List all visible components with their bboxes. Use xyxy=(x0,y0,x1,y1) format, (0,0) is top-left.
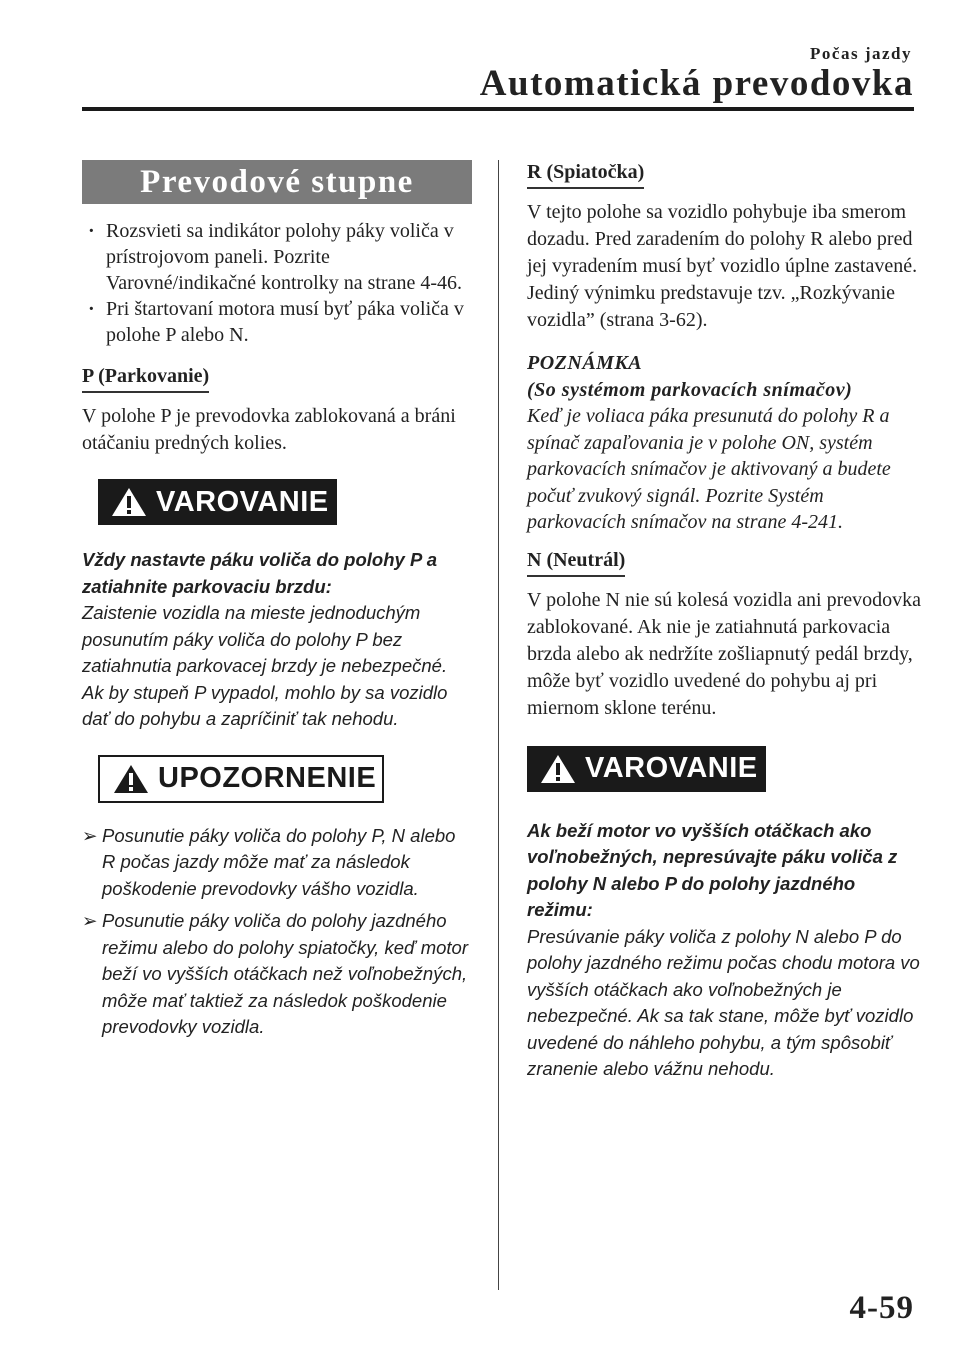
bullet-list xyxy=(82,218,472,348)
column-divider xyxy=(498,160,499,1290)
warning-triangle-icon xyxy=(539,753,577,785)
page-number: 4-59 xyxy=(849,1290,914,1326)
header-chapter-title: Automatická prevodovka xyxy=(479,63,914,104)
warning-label: VAROVANIE xyxy=(585,752,758,784)
caution-badge xyxy=(98,755,384,803)
note-label: POZNÁMKA xyxy=(527,352,643,374)
warning-badge xyxy=(527,746,766,792)
warning-bold-text: Vždy nastavte páku voliča do polohy P a zatiahnite parkovaciu brzdu: xyxy=(82,549,438,597)
bullet-item: · Rozsvieti sa indikátor polohy páky voliča v prístrojovom paneli. Pozrite Varovné/indikačné kontrolky na strane 4-46. xyxy=(82,218,472,296)
reverse-body: V tejto polohe sa vozidlo pohybuje iba smerom dozadu. Pred zaradením do polohy R alebo pred jej vyradením musí byť vozidlo úplne zastavené. Jediný výnimku predstavuje tzv. „Rozkývanie vozidla” (strana 3-62). xyxy=(527,201,918,331)
reverse-heading: R (Spiatočka) xyxy=(527,160,644,189)
caution-label: UPOZORNENIE xyxy=(158,762,377,794)
warning-triangle-icon xyxy=(110,486,148,518)
warning-label: VAROVANIE xyxy=(156,485,329,518)
header-rule xyxy=(82,107,914,111)
warning-bold-text: Ak beží motor vo vyšších otáčkach ako voľnobežných, nepresúvajte páku voliča z polohy N alebo P do polohy jazdného režimu: xyxy=(527,819,898,920)
arrow-icon: ➢ xyxy=(82,910,98,931)
left-column xyxy=(82,160,472,1041)
caution-list xyxy=(82,823,472,1041)
neutral-body: V polohe N nie sú kolesá vozidla ani prevodovka zablokované. Ak nie je zatiahnutá parkovacia brzda alebo ak nedržíte zošliapnutý pedál brzdy, môže byť vozidlo uvedené do pohybu aj pri miernom sklone terénu. xyxy=(527,588,921,719)
park-body: V polohe P je prevodovka zablokovaná a bráni otáčaniu predných kolies. xyxy=(82,405,456,454)
arrow-icon: ➢ xyxy=(82,824,98,846)
bullet-item: · Pri štartovaní motora musí byť páka voliča v polohe P alebo N. xyxy=(82,296,472,348)
warning-body-text: Presúvanie páky voliča z polohy N alebo P do polohy jazdného režimu počas chodu motora vo vyšších otáčkach ako voľnobežných je nebezpečné. Ak sa tak stane, môže byť vozidlo uvedené do náhleho pohybu, a tým spôsobiť zranenie alebo vážnu nehodu. xyxy=(527,925,920,1079)
header-section: Počas jazdy xyxy=(810,44,912,63)
warning-body-text: Zaistenie vozidla na mieste jednoduchým posunutím páky voliča do polohy P bez zatiahnutia parkovacej brzdy je nebezpečné. Ak by stupeň P vypadol, mohlo by sa vozidlo dať do pohybu a zapríčiniť tak nehodu. xyxy=(82,602,448,729)
note-block xyxy=(527,350,922,536)
park-heading: P (Parkovanie) xyxy=(82,364,209,393)
section-banner: Prevodové stupne xyxy=(82,160,472,204)
warning-text xyxy=(82,547,472,733)
caution-item: ➢ Posunutie páky voliča do polohy P, N alebo R počas jazdy môže mať za následok poškodenie prevodovky vášho vozidla. xyxy=(82,824,456,899)
note-text: Keď je voliaca páka presunutá do polohy R a spínač zapaľovania je v polohe ON, systém parkovacích snímačov je aktivovaný a budete počuť zvukový signál. Pozrite Systém parkovacích snímačov na strane 4-241. xyxy=(527,405,891,533)
caution-item: ➢ Posunutie páky voliča do polohy jazdného režimu alebo do polohy spiatočky, keď motor beží vo vyšších otáčkach než voľnobežných, môže mať taktiež za následok poškodenie prevodovky vozidla. xyxy=(82,910,468,1037)
warning-badge xyxy=(98,479,337,525)
caution-triangle-icon xyxy=(112,763,150,795)
warning-text xyxy=(527,818,922,1083)
right-column xyxy=(527,160,922,1083)
neutral-heading: N (Neutrál) xyxy=(527,548,625,577)
note-subtitle: (So systémom parkovacích snímačov) xyxy=(527,378,853,401)
